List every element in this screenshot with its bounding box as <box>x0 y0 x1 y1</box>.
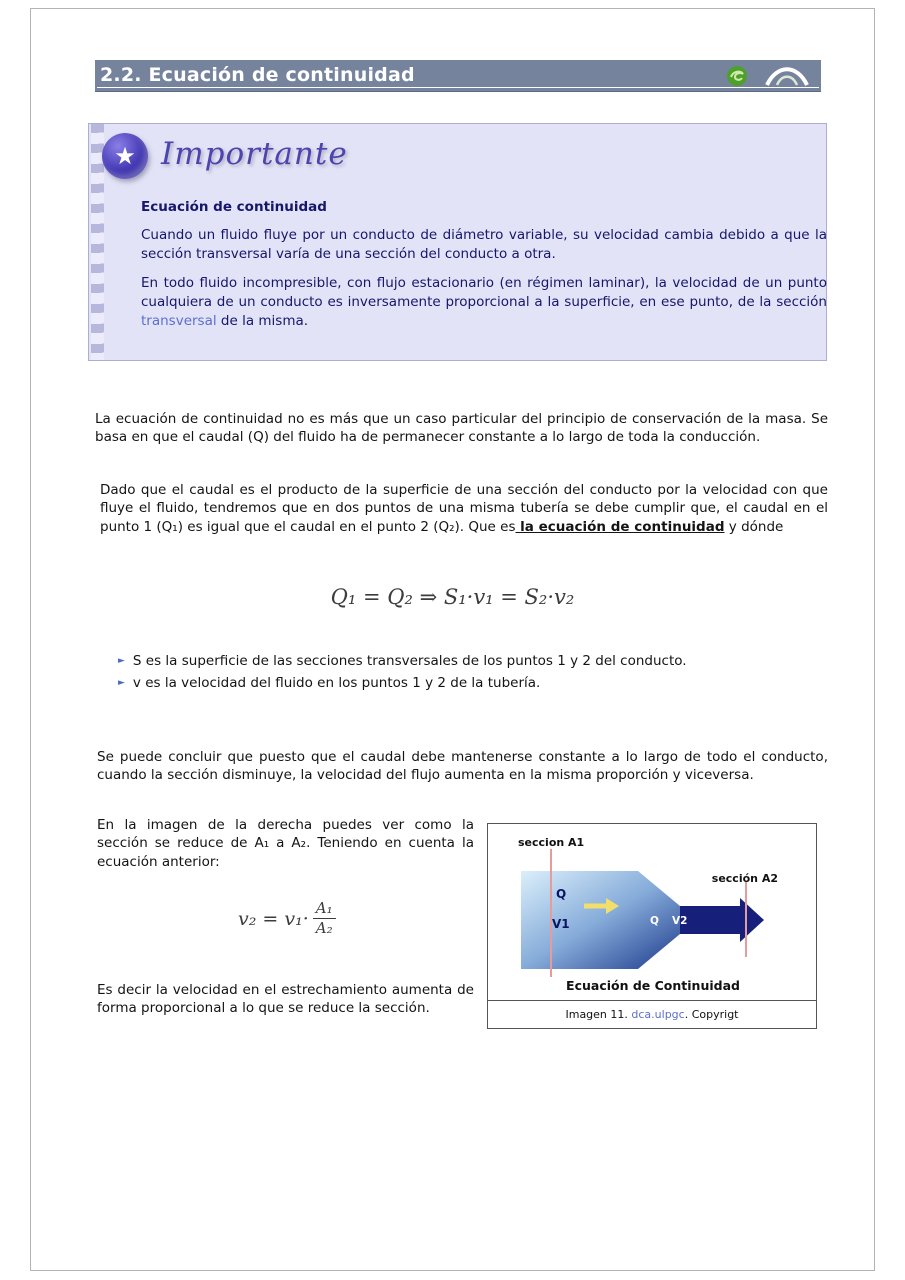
green-circle <box>727 66 747 86</box>
important-label: Importante <box>161 136 348 172</box>
label-seccion-a2: sección A2 <box>711 872 778 885</box>
column-paragraph-1: En la imagen de la derecha puedes ver como la sección se reduce de A₁ a A₂. Teniendo en cuenta la ecuación anterior: <box>97 817 474 870</box>
label-seccion-a1: seccion A1 <box>518 836 585 849</box>
important-callout <box>88 123 827 361</box>
label-q2: Q <box>650 915 659 927</box>
body-paragraph-1: La ecuación de continuidad no es más que un caso particular del principio de conservación de la masa. Se basa en que el caudal (Q) del fluido ha de permanecer constante a lo largo de toda la conducción. <box>95 411 828 446</box>
star-icon: ★ <box>102 133 148 179</box>
list-item <box>118 672 823 694</box>
page-title: 2.2. Ecuación de continuidad <box>100 64 415 86</box>
caption-tail: . Copyrigt <box>684 1008 739 1021</box>
callout-paragraph-2 <box>141 274 827 331</box>
transversal-link[interactable]: transversal <box>141 312 217 329</box>
callout-paragraph-2-text: En todo fluido incompresible, con flujo estacionario (en régimen laminar), la velocidad de un punto cualquiera de un conducto es inversamente proporcional a la superficie, en ese punto, de la sección <box>141 275 827 310</box>
fraction <box>313 900 336 938</box>
pipe-diagram <box>488 824 818 1001</box>
callout-paragraph-2-tail: de la misma. <box>216 312 309 329</box>
logo-arc-inner <box>777 77 797 85</box>
label-v2: V2 <box>672 915 688 927</box>
body-paragraph-2 <box>100 481 828 536</box>
section-header <box>95 60 821 92</box>
figure-caption <box>488 1000 816 1028</box>
label-q1: Q <box>556 887 567 901</box>
body-paragraph-3: Se puede concluir que puesto que el caudal debe mantenerse constante a lo largo de todo el conducto, cuando la sección disminuye, la velocidad del flujo aumenta en la misma proporción y viceversa. <box>97 749 828 784</box>
arrow-bullet-icon: ► <box>118 656 125 666</box>
fraction-numerator: A₁ <box>315 899 333 917</box>
callout-heading: Ecuación de continuidad <box>141 199 327 215</box>
continuity-equation-emphasis: la ecuación de continuidad <box>515 518 725 535</box>
callout-paragraph-1: Cuando un fluido fluye por un conducto de diámetro variable, su velocidad cambia debido a que la sección transversal varía de una sección del conducto a otra. <box>141 227 827 262</box>
caption-source-link[interactable]: dca.ulpgc <box>631 1008 685 1021</box>
list-item <box>118 650 823 672</box>
caption-text: Imagen 11. <box>565 1008 632 1021</box>
pipe-narrow-section <box>680 898 764 942</box>
andalucia-logo-graphic <box>757 62 815 90</box>
bullet-text: S es la superficie de las secciones transversales de los puntos 1 y 2 del conducto. <box>132 653 687 669</box>
bullet-list <box>118 650 823 694</box>
column-paragraph-2: Es decir la velocidad en el estrechamiento aumenta de forma proporcional a lo que se reduce la sección. <box>97 982 474 1017</box>
label-v1: V1 <box>552 917 570 931</box>
body-paragraph-2-text: Dado que el caudal es el producto de la superficie de una sección del conducto por la velocidad con que fluye el fluido, tendremos que en dos puntos de una misma tubería se debe cumplir que, el caudal en el punto 1 (Q₁) es igual que el caudal en el punto 2 (Q₂). Que es <box>100 482 828 535</box>
velocity-equation-formula <box>238 900 336 938</box>
andalucia-logo-icon <box>757 62 815 90</box>
arrow-bullet-icon: ► <box>118 678 125 688</box>
fraction-denominator: A₂ <box>315 919 333 938</box>
velocity-equation-lhs: v₂ = v₁· <box>238 907 309 930</box>
green-swirl-graphic <box>725 64 749 88</box>
bullet-text: v es la velocidad del fluido en los puntos 1 y 2 de la tubería. <box>132 675 541 691</box>
diagram-title: Ecuación de Continuidad <box>566 978 740 993</box>
pipe-diagram-graphic <box>488 824 818 1001</box>
figure-box <box>487 823 817 1029</box>
header-underline <box>97 87 819 88</box>
body-paragraph-2-tail: y dónde <box>724 518 784 535</box>
green-swirl-icon <box>725 64 749 88</box>
continuity-equation-formula: Q₁ = Q₂ ⇒ S₁·v₁ = S₂·v₂ <box>330 585 575 609</box>
